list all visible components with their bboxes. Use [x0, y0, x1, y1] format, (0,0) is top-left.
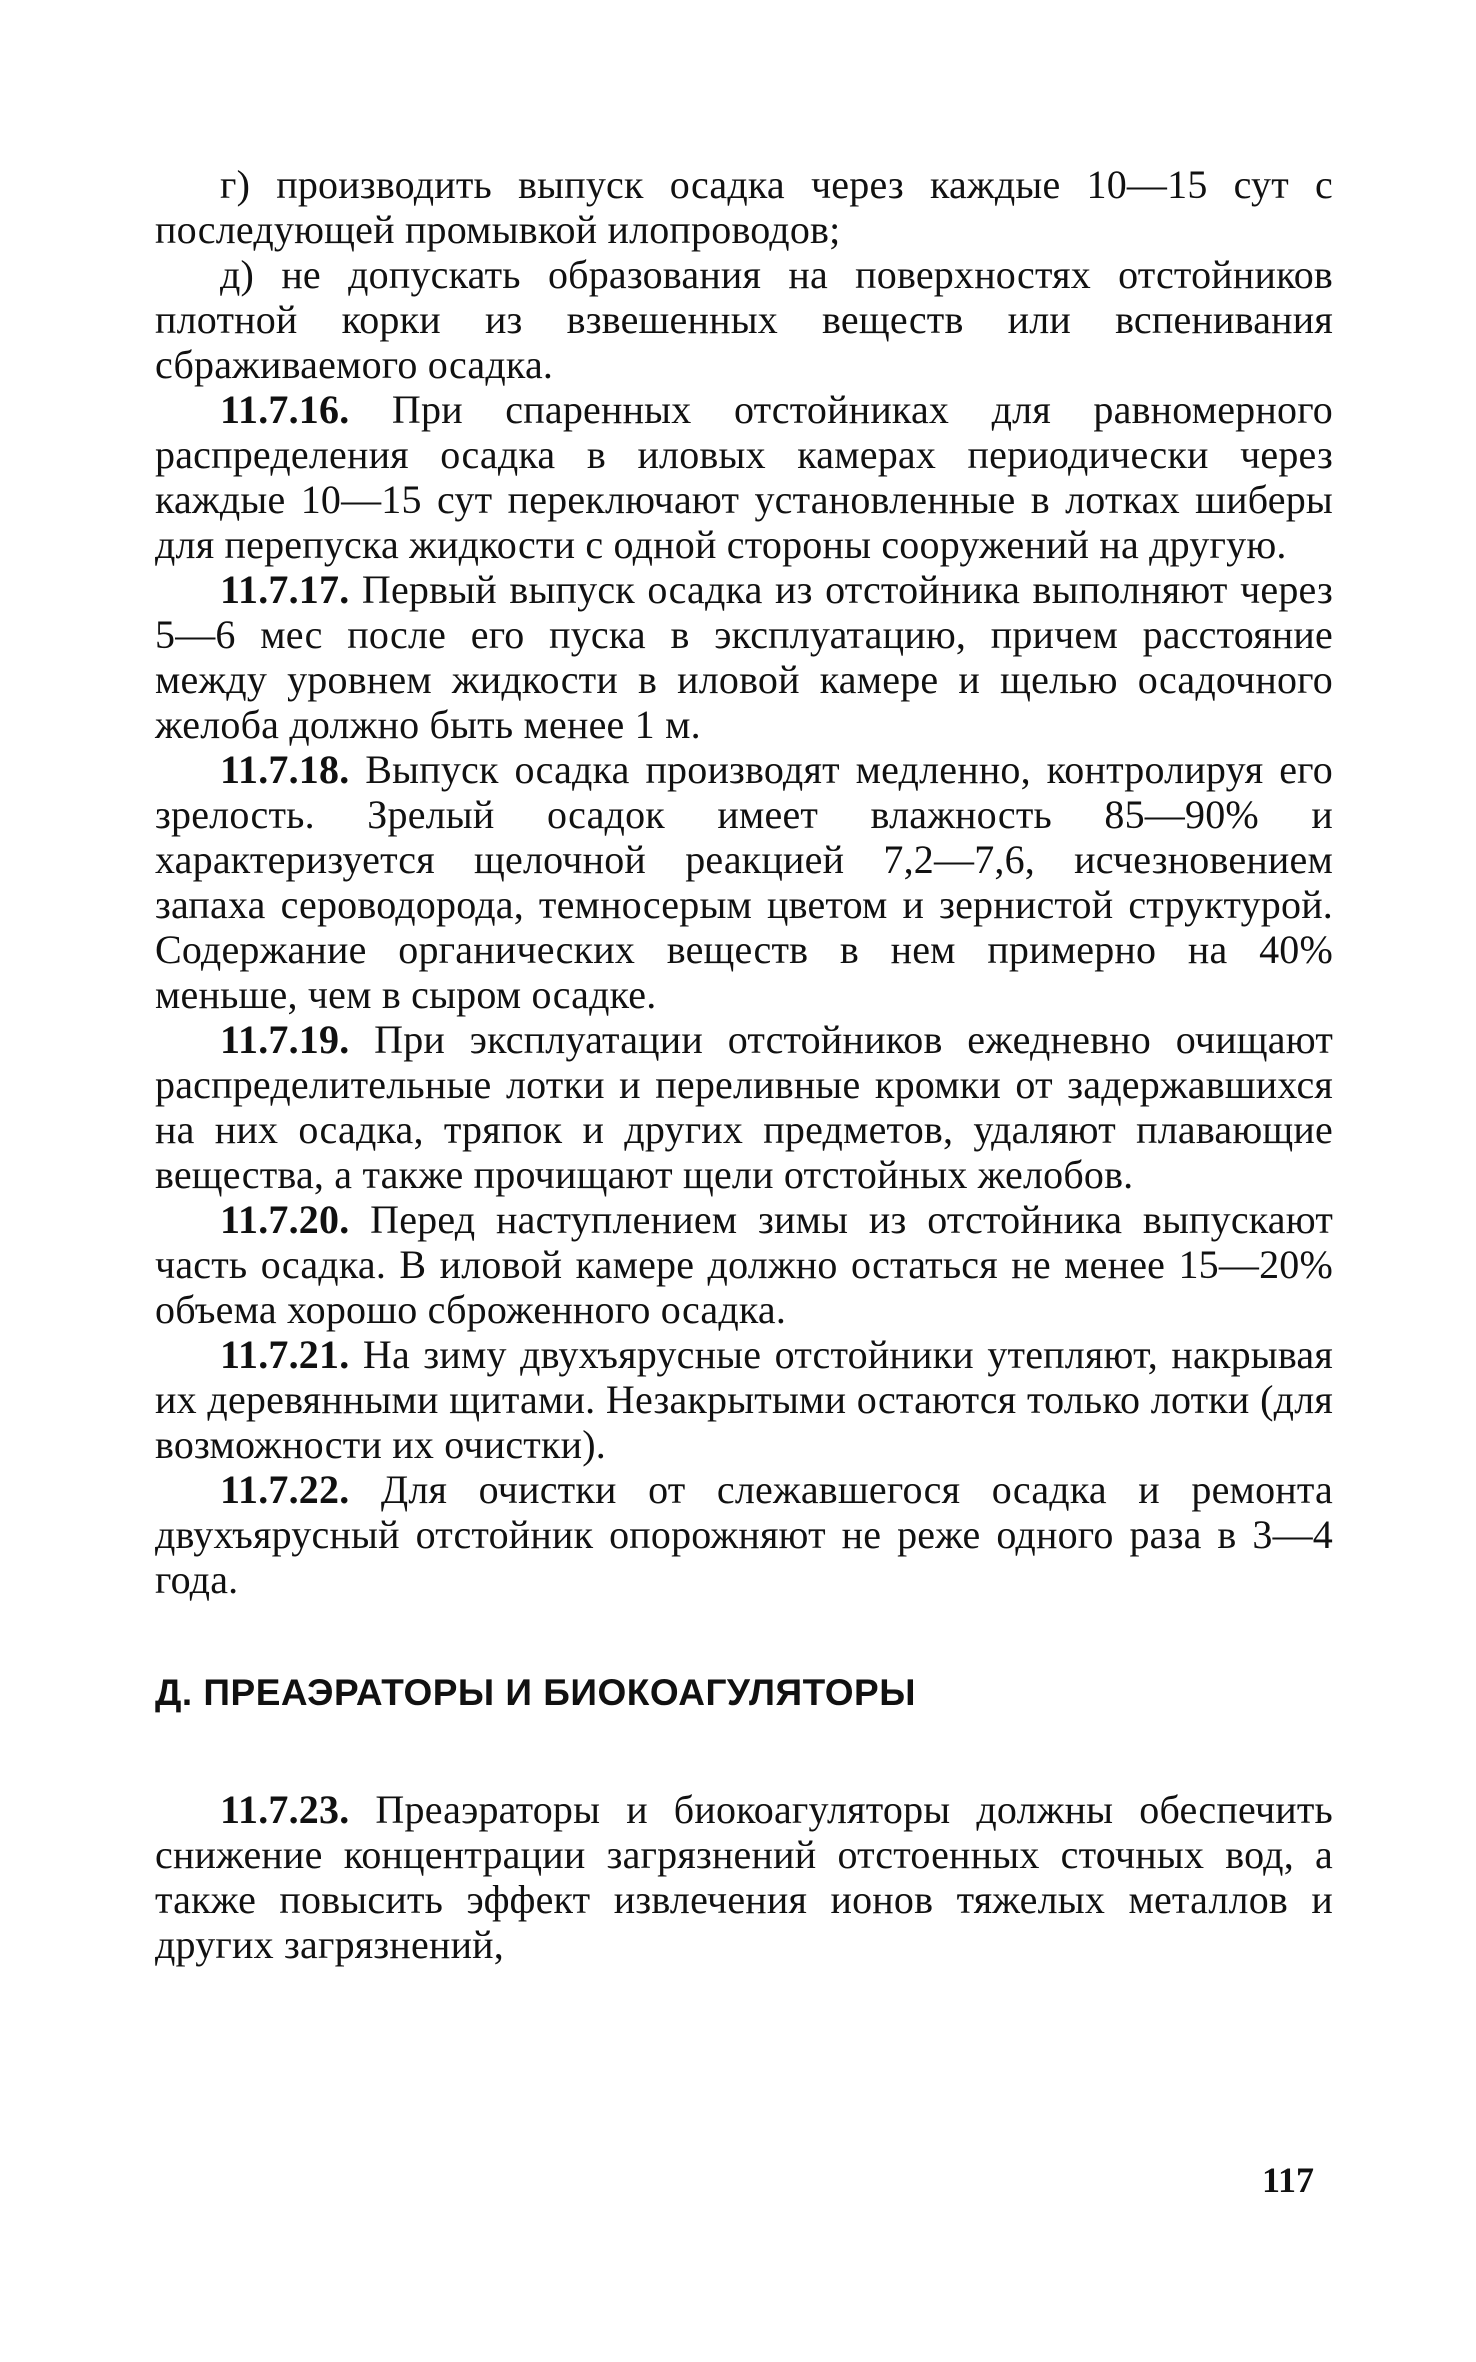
document-page [155, 162, 1333, 1967]
paragraph-text: Первый выпуск осадка из отстойника выполняют через 5—6 мес после его пуска в эксплуатацию, причем расстояние между уровнем жидкости в иловой камере и щелью осадочного желоба должно быть менее 1 м. [155, 567, 1333, 747]
paragraph-text: На зиму двухъярусные отстойники утепляют, накрывая их деревянными щитами. Незакрытыми остаются только лотки (для возможности их очистки). [155, 1332, 1333, 1467]
paragraph-number: 11.7.20. [220, 1197, 350, 1242]
paragraph-text: г) производить выпуск осадка через каждые 10—15 сут с последующей промывкой илопроводов; [155, 162, 1333, 252]
paragraph-text: д) не допускать образования на поверхностях отстойников плотной корки из взвешенных веществ или вспенивания сбраживаемого осадка. [155, 252, 1333, 387]
paragraph-text: Перед наступлением зимы из отстойника выпускают часть осадка. В иловой камере должно остаться не менее 15—20% объема хорошо сброженного осадка. [155, 1197, 1333, 1332]
paragraph-11-7-21 [155, 1332, 1333, 1467]
paragraph-text: Преаэраторы и биокоагуляторы должны обеспечить снижение концентрации загрязнений отстоенных сточных вод, а также повысить эффект извлечения ионов тяжелых металлов и других загрязнений, [155, 1787, 1333, 1967]
section-heading: Д. ПРЕАЭРАТОРЫ И БИОКОАГУЛЯТОРЫ [155, 1672, 916, 1713]
paragraph-number: 11.7.22. [220, 1467, 350, 1512]
paragraph-item-d [155, 252, 1333, 387]
paragraph-number: 11.7.21. [220, 1332, 350, 1377]
paragraph-item-g [155, 162, 1333, 252]
paragraph-number: 11.7.16. [220, 387, 350, 432]
paragraph-number: 11.7.19. [220, 1017, 350, 1062]
paragraph-text: Для очистки от слежавшегося осадка и ремонта двухъярусный отстойник опорожняют не реже одного раза в 3—4 года. [155, 1467, 1333, 1602]
paragraph-11-7-20 [155, 1197, 1333, 1332]
paragraph-11-7-18 [155, 747, 1333, 1017]
paragraph-text: Выпуск осадка производят медленно, контролируя его зрелость. Зрелый осадок имеет влажность 85—90% и характеризуется щелочной реакцией 7,2—7,6, исчезновением запаха сероводорода, темносерым цветом и зернистой структурой. Содержание органических веществ в нем примерно на 40% меньше, чем в сыром осадке. [155, 747, 1333, 1017]
paragraph-number: 11.7.18. [220, 747, 350, 792]
paragraph-number: 11.7.17. [220, 567, 350, 612]
paragraph-text: При спаренных отстойниках для равномерного распределения осадка в иловых камерах периодически через каждые 10—15 сут переключают установленные в лотках шиберы для перепуска жидкости с одной стороны сооружений на другую. [155, 387, 1333, 567]
paragraph-11-7-17 [155, 567, 1333, 747]
paragraph-11-7-22 [155, 1467, 1333, 1602]
paragraph-11-7-23 [155, 1787, 1333, 1967]
paragraph-11-7-16 [155, 387, 1333, 567]
paragraph-11-7-19 [155, 1017, 1333, 1197]
paragraph-number: 11.7.23. [220, 1787, 350, 1832]
paragraph-text: При эксплуатации отстойников ежедневно очищают распределительные лотки и переливные кромки от задержавшихся на них осадка, тряпок и других предметов, удаляют плавающие вещества, а также прочищают щели отстойных желобов. [155, 1017, 1333, 1197]
page-number: 117 [1262, 2160, 1315, 2200]
